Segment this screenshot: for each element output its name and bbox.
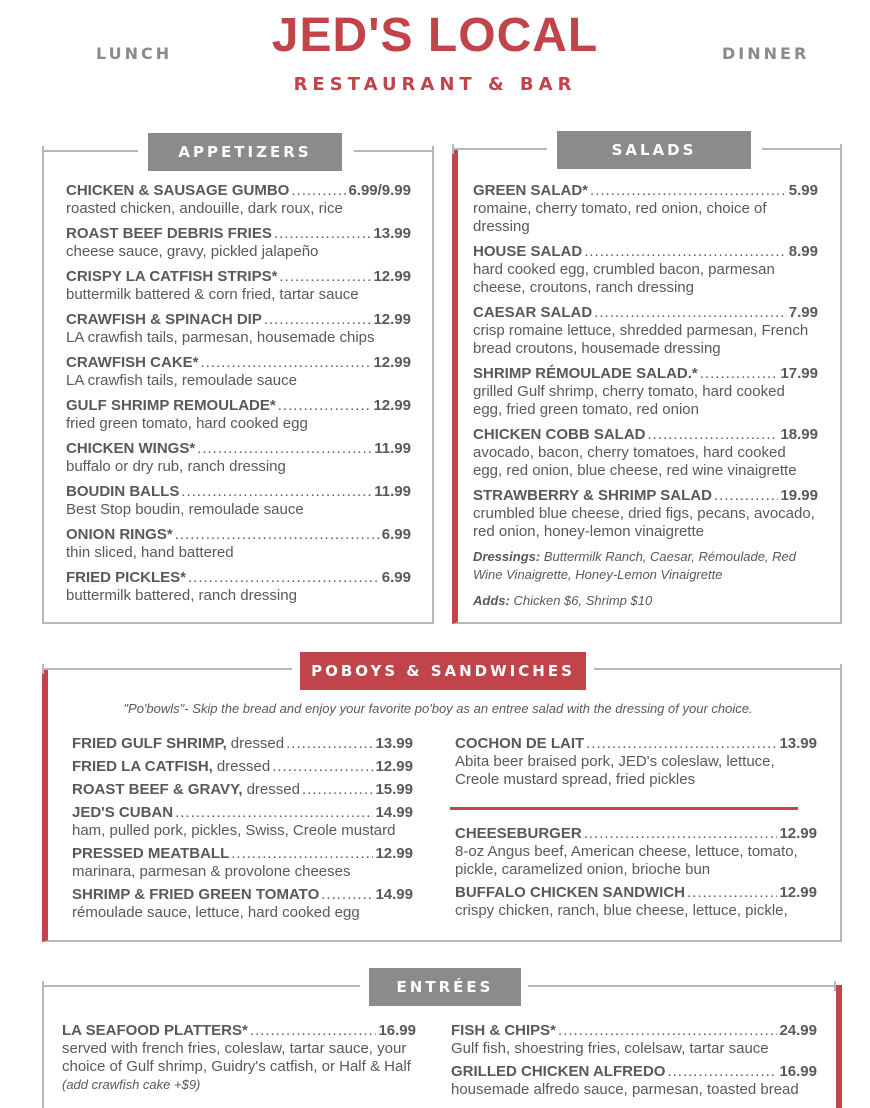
dot-leader <box>264 311 372 329</box>
dot-leader <box>590 182 787 200</box>
lunch-tab[interactable]: LUNCH <box>96 44 173 63</box>
dot-leader <box>279 268 371 286</box>
menu-item-description: Best Stop boudin, remoulade sauce <box>66 501 304 518</box>
dot-leader <box>584 243 787 261</box>
menu-item-name: JED'S CUBAN <box>72 804 174 821</box>
appetizers-list <box>66 182 411 612</box>
menu-item-name: FRIED PICKLES* <box>66 569 187 586</box>
entrees-right-list <box>451 1022 817 1104</box>
menu-item-header <box>451 1063 817 1081</box>
menu-item-description: hard cooked egg, crumbled bacon, parmesan cheese, croutons, ranch dressing <box>473 261 775 296</box>
menu-item-price: 12.99 <box>375 845 413 862</box>
menu-item-description: LA crawfish tails, parmesan, housemade chips <box>66 329 375 346</box>
menu-item <box>451 1063 817 1099</box>
salads-heading: SALADS <box>557 131 751 169</box>
menu-item-header <box>72 886 413 904</box>
dot-leader <box>667 1063 777 1081</box>
dot-leader <box>558 1022 777 1040</box>
menu-item-name: CHEESEBURGER <box>455 825 582 842</box>
dot-leader <box>648 426 779 444</box>
dot-leader <box>181 483 372 501</box>
dressings-note <box>473 548 818 584</box>
dot-leader <box>274 225 372 243</box>
dot-leader <box>584 825 778 843</box>
menu-item-header <box>66 397 411 415</box>
menu-item-description: roasted chicken, andouille, dark roux, rice <box>66 200 343 217</box>
dot-leader <box>286 735 373 753</box>
dot-leader <box>700 365 779 383</box>
entrees-left-list <box>62 1022 416 1099</box>
dot-leader <box>197 440 372 458</box>
menu-item-header <box>455 884 817 902</box>
menu-item-description: buffalo or dry rub, ranch dressing <box>66 458 286 475</box>
menu-item-header <box>72 804 413 822</box>
menu-item-description: housemade alfredo sauce, parmesan, toasted bread <box>451 1081 799 1098</box>
menu-item-header <box>66 569 411 587</box>
poboys-right-top-list <box>455 735 817 794</box>
entrees-rule-left <box>42 985 360 987</box>
menu-item-price: 7.99 <box>788 304 818 321</box>
menu-item-description: romaine, cherry tomato, red onion, choice of dressing <box>473 200 767 235</box>
dot-leader <box>714 487 779 505</box>
dot-leader <box>175 526 380 544</box>
menu-item-name: STRAWBERRY & SHRIMP SALAD <box>473 487 712 504</box>
menu-item <box>72 886 413 922</box>
menu-item-name: CAESAR SALAD <box>473 304 593 321</box>
menu-item-description: crumbled blue cheese, dried figs, pecans, avocado, red onion, honey-lemon vinaigrette <box>473 505 815 540</box>
menu-item-name: LA SEAFOOD PLATTERS* <box>62 1022 248 1039</box>
menu-item-header <box>72 758 413 776</box>
menu-item-header <box>72 781 413 799</box>
menu-item-price: 13.99 <box>373 225 411 242</box>
menu-item <box>66 526 411 562</box>
menu-item-price: 16.99 <box>378 1022 416 1039</box>
menu-item <box>455 735 817 789</box>
menu-item-name: CRAWFISH & SPINACH DIP <box>66 311 262 328</box>
menu-item-header <box>66 354 411 372</box>
dot-leader <box>321 886 373 904</box>
menu-item <box>451 1022 817 1058</box>
menu-item-header <box>66 483 411 501</box>
menu-item-description: rémoulade sauce, lettuce, hard cooked egg <box>72 904 360 921</box>
menu-item-description: Gulf fish, shoestring fries, colelsaw, tartar sauce <box>451 1040 769 1057</box>
menu-item-description: ham, pulled pork, pickles, Swiss, Creole mustard <box>72 822 396 839</box>
menu-item-header <box>451 1022 817 1040</box>
salads-list <box>473 182 818 610</box>
menu-item-name: PRESSED MEATBALL <box>72 845 230 862</box>
salads-rule-left <box>452 148 547 150</box>
poboys-rule-right <box>594 668 842 670</box>
dot-leader <box>175 804 373 822</box>
menu-item-header <box>473 304 818 322</box>
menu-item-header <box>66 182 411 200</box>
menu-item-note: dressed <box>230 735 285 752</box>
menu-item-price: 12.99 <box>373 397 411 414</box>
menu-item-header <box>66 526 411 544</box>
menu-item-header <box>473 182 818 200</box>
menu-item <box>66 311 411 347</box>
menu-item-name: SHRIMP RÉMOULADE SALAD.* <box>473 365 698 382</box>
menu-item-name: COCHON DE LAIT <box>455 735 585 752</box>
appetizers-heading: APPETIZERS <box>148 133 342 171</box>
dressings-text: Buttermilk Ranch, Caesar, Rémoulade, Red Wine Vinaigrette, Honey-Lemon Vinaigrette <box>473 549 797 582</box>
menu-item-description: marinara, parmesan & provolone cheeses <box>72 863 351 880</box>
menu-item-description: thin sliced, hand battered <box>66 544 234 561</box>
menu-item <box>473 243 818 297</box>
menu-item-description: avocado, bacon, cherry tomatoes, hard cooked egg, red onion, blue cheese, red wine vinaigrette <box>473 444 797 479</box>
menu-item <box>62 1022 416 1094</box>
menu-item <box>455 825 817 879</box>
menu-item-price: 12.99 <box>779 884 817 901</box>
dinner-tab[interactable]: DINNER <box>722 44 810 63</box>
menu-item <box>66 397 411 433</box>
menu-item-note: dressed <box>216 758 271 775</box>
menu-item-description: cheese sauce, gravy, pickled jalapeño <box>66 243 319 260</box>
menu-item-header <box>455 735 817 753</box>
dot-leader <box>302 781 374 799</box>
menu-item-name: GRILLED CHICKEN ALFREDO <box>451 1063 666 1080</box>
menu-item-name: CHICKEN COBB SALAD <box>473 426 646 443</box>
menu-item-header <box>473 365 818 383</box>
menu-item-description: Abita beer braised pork, JED's coleslaw, lettuce, Creole mustard spread, fried pickles <box>455 753 775 788</box>
menu-item-name: CRAWFISH CAKE* <box>66 354 199 371</box>
menu-item-name: FISH & CHIPS* <box>451 1022 557 1039</box>
dot-leader <box>687 884 777 902</box>
menu-item-price: 6.99/9.99 <box>348 182 411 199</box>
menu-item-name: CHICKEN WINGS* <box>66 440 196 457</box>
menu-item <box>66 354 411 390</box>
menu-item-description: LA crawfish tails, remoulade sauce <box>66 372 297 389</box>
menu-item-price: 24.99 <box>779 1022 817 1039</box>
menu-item-price: 5.99 <box>788 182 818 199</box>
menu-item-price: 8.99 <box>788 243 818 260</box>
menu-item-price: 12.99 <box>373 311 411 328</box>
menu-item-price: 12.99 <box>779 825 817 842</box>
dressings-label: Dressings: <box>473 549 541 564</box>
menu-item-name: ROAST BEEF & GRAVY, <box>72 781 243 798</box>
restaurant-name: JED'S LOCAL <box>271 9 599 62</box>
menu-item-price: 6.99 <box>381 526 411 543</box>
appetizers-rule-right <box>354 150 434 152</box>
menu-item-header <box>455 825 817 843</box>
dot-leader <box>291 182 346 200</box>
menu-item-header <box>473 487 818 505</box>
pobowls-note: "Po'bowls"- Skip the bread and enjoy your favorite po'boy as an entree salad with the dressing of your choice. <box>123 701 753 716</box>
menu-item <box>66 182 411 218</box>
menu-item-price: 14.99 <box>375 886 413 903</box>
menu-item-price: 12.99 <box>375 758 413 775</box>
dot-leader <box>250 1022 377 1040</box>
menu-item-note: dressed <box>246 781 300 798</box>
menu-item <box>66 225 411 261</box>
menu-item-header <box>473 243 818 261</box>
menu-item-header <box>72 735 413 753</box>
menu-item-price: 16.99 <box>779 1063 817 1080</box>
dot-leader <box>586 735 777 753</box>
menu-item-header <box>66 311 411 329</box>
menu-item-header <box>473 426 818 444</box>
menu-item-name: GREEN SALAD* <box>473 182 589 199</box>
menu-item-description: buttermilk battered, ranch dressing <box>66 587 297 604</box>
menu-item-name: FRIED GULF SHRIMP, <box>72 735 227 752</box>
menu-item-header <box>72 845 413 863</box>
menu-item-name: SHRIMP & FRIED GREEN TOMATO <box>72 886 320 903</box>
menu-item-name: GULF SHRIMP REMOULADE* <box>66 397 276 414</box>
menu-item-addon: (add crawfish cake +$9) <box>62 1077 201 1092</box>
dot-leader <box>278 397 372 415</box>
menu-item <box>66 483 411 519</box>
menu-item <box>455 884 817 920</box>
dot-leader <box>272 758 373 776</box>
menu-item-header <box>66 268 411 286</box>
menu-item <box>66 440 411 476</box>
menu-item-description: crispy chicken, ranch, blue cheese, lettuce, pickle, <box>455 902 788 919</box>
entrees-heading: ENTRÉES <box>369 968 521 1006</box>
entrees-rule-right <box>528 985 836 987</box>
menu-item-name: ROAST BEEF DEBRIS FRIES <box>66 225 272 242</box>
menu-item-description: 8-oz Angus beef, American cheese, lettuce, tomato, pickle, caramelized onion, brioche bun <box>455 843 798 878</box>
poboys-right-bottom-list <box>455 825 817 925</box>
menu-item-price: 13.99 <box>375 735 413 752</box>
menu-item-description: served with french fries, coleslaw, tartar sauce, your choice of Gulf shrimp, Guidry's catfish, or Half & Half <box>62 1040 411 1075</box>
menu-item-header <box>62 1022 416 1040</box>
menu-item-name: BOUDIN BALLS <box>66 483 180 500</box>
menu-item-price: 14.99 <box>375 804 413 821</box>
menu-item-price: 13.99 <box>779 735 817 752</box>
poboys-left-list <box>72 735 413 927</box>
dot-leader <box>594 304 787 322</box>
menu-item-header <box>66 225 411 243</box>
poboys-heading: POBOYS & SANDWICHES <box>300 652 586 690</box>
menu-item-name: HOUSE SALAD <box>473 243 583 260</box>
menu-item-description: buttermilk battered & corn fried, tartar sauce <box>66 286 359 303</box>
menu-item-description: crisp romaine lettuce, shredded parmesan, French bread croutons, housemade dressing <box>473 322 809 357</box>
menu-item-price: 19.99 <box>780 487 818 504</box>
menu-item <box>72 804 413 840</box>
menu-item <box>66 569 411 605</box>
menu-item-name: CRISPY LA CATFISH STRIPS* <box>66 268 278 285</box>
menu-item-price: 6.99 <box>381 569 411 586</box>
adds-note <box>473 592 818 610</box>
menu-item <box>66 268 411 304</box>
menu-item-description: fried green tomato, hard cooked egg <box>66 415 308 432</box>
menu-item-price: 18.99 <box>780 426 818 443</box>
dot-leader <box>201 354 372 372</box>
menu-item <box>473 182 818 236</box>
menu-item-price: 15.99 <box>375 781 413 798</box>
menu-item-price: 11.99 <box>374 440 411 457</box>
menu-item <box>473 365 818 419</box>
adds-text: Chicken $6, Shrimp $10 <box>513 593 653 608</box>
menu-item-price: 11.99 <box>374 483 411 500</box>
menu-item <box>72 845 413 881</box>
menu-item <box>72 758 413 776</box>
dot-leader <box>188 569 380 587</box>
menu-item-name: CHICKEN & SAUSAGE GUMBO <box>66 182 290 199</box>
salads-rule-right <box>762 148 842 150</box>
menu-item-name: ONION RINGS* <box>66 526 173 543</box>
menu-item-description: grilled Gulf shrimp, cherry tomato, hard cooked egg, fried green tomato, red onion <box>473 383 785 418</box>
menu-item-name: FRIED LA CATFISH, <box>72 758 213 775</box>
menu-item <box>473 304 818 358</box>
menu-item-header <box>66 440 411 458</box>
poboys-divider <box>450 807 798 810</box>
menu-item-price: 12.99 <box>373 268 411 285</box>
appetizers-rule-left <box>42 150 138 152</box>
menu-item-name: BUFFALO CHICKEN SANDWICH <box>455 884 685 901</box>
menu-item-price: 17.99 <box>780 365 818 382</box>
menu-item <box>72 735 413 753</box>
restaurant-subtitle: RESTAURANT & BAR <box>293 74 577 95</box>
menu-item <box>473 426 818 480</box>
menu-item <box>473 487 818 541</box>
menu-item-price: 12.99 <box>373 354 411 371</box>
adds-label: Adds: <box>473 593 510 608</box>
menu-item <box>72 781 413 799</box>
dot-leader <box>231 845 373 863</box>
poboys-rule-left <box>42 668 292 670</box>
